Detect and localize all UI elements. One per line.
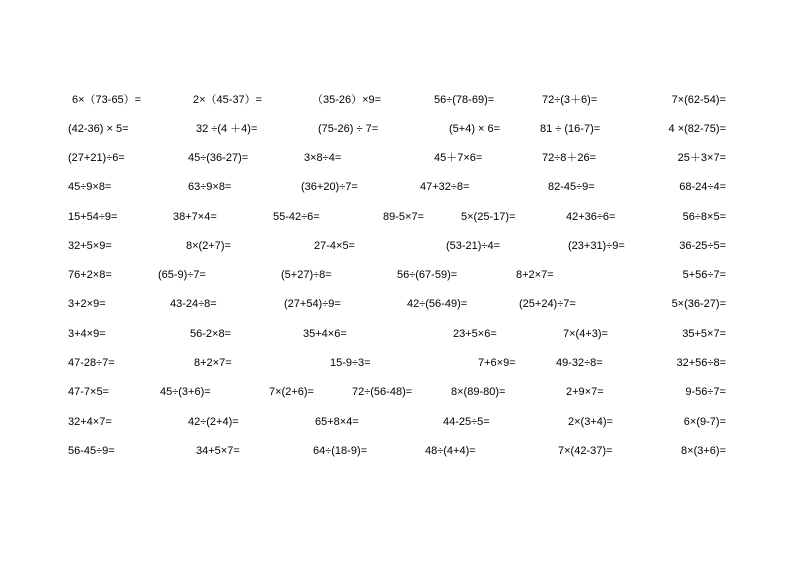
equation-r4-c4: 47+32÷8= <box>420 181 470 193</box>
equation-r2-c3: (75-26) ÷ 7= <box>318 123 379 135</box>
equation-r8-c1: 3+2×9= <box>68 298 106 310</box>
equation-r1-c4: 56÷(78-69)= <box>434 94 495 106</box>
equation-r3-c2: 45÷(36-27)= <box>188 152 249 164</box>
equation-r7-c5: 8+2×7= <box>516 269 554 281</box>
equation-r9-c2: 56-2×8= <box>190 328 231 340</box>
equation-r12-c3: 65+8×4= <box>315 416 359 428</box>
equation-r4-c5: 82-45÷9= <box>548 181 595 193</box>
equation-r13-c6: 8×(3+6)= <box>681 445 726 457</box>
equation-r10-c5: 49-32÷8= <box>556 357 603 369</box>
equation-r9-c6: 35+5×7= <box>682 328 726 340</box>
equation-r5-c5: 5×(25-17)= <box>461 211 516 223</box>
equation-r5-c7: 56÷8×5= <box>682 211 726 223</box>
equation-r9-c1: 3+4×9= <box>68 328 106 340</box>
equation-r10-c1: 47-28÷7= <box>68 357 115 369</box>
equation-r7-c3: (5+27)÷8= <box>281 269 332 281</box>
equation-r5-c2: 38+7×4= <box>173 211 217 223</box>
equation-r7-c6: 5+56÷7= <box>682 269 726 281</box>
equation-r7-c4: 56÷(67-59)= <box>397 269 458 281</box>
equation-r12-c4: 44-25÷5= <box>443 416 490 428</box>
equation-r4-c2: 63÷9×8= <box>188 181 232 193</box>
equation-r6-c6: 36-25÷5= <box>679 240 726 252</box>
equation-r1-c2: 2×（45-37）= <box>193 94 263 106</box>
equation-r8-c4: 42÷(56-49)= <box>407 298 468 310</box>
equation-r5-c3: 55-42÷6= <box>273 211 320 223</box>
equation-r13-c5: 7×(42-37)= <box>558 445 613 457</box>
equation-r2-c2: 32 ÷(4 ＋4)= <box>196 123 258 135</box>
equation-r4-c3: (36+20)÷7= <box>301 181 358 193</box>
equation-r1-c5: 72÷(3＋6)= <box>542 94 598 106</box>
equation-r3-c6: 25＋3×7= <box>677 152 726 164</box>
equation-r10-c4: 7+6×9= <box>478 357 516 369</box>
equation-r5-c6: 42+36÷6= <box>566 211 616 223</box>
equation-r12-c2: 42÷(2+4)= <box>188 416 239 428</box>
equation-r8-c2: 43-24÷8= <box>170 298 217 310</box>
equation-r3-c1: (27+21)÷6= <box>68 152 125 164</box>
equation-r4-c6: 68-24÷4= <box>679 181 726 193</box>
equation-r11-c5: 8×(89-80)= <box>451 386 506 398</box>
equation-r13-c1: 56-45÷9= <box>68 445 115 457</box>
equation-r4-c1: 45÷9×8= <box>68 181 112 193</box>
equation-r11-c4: 72÷(56-48)= <box>352 386 413 398</box>
equation-r11-c2: 45÷(3+6)= <box>160 386 211 398</box>
equation-r1-c1: 6×（73-65）= <box>72 94 142 106</box>
equation-r9-c5: 7×(4+3)= <box>563 328 608 340</box>
equation-r11-c6: 2+9×7= <box>566 386 604 398</box>
equation-r3-c3: 3×8÷4= <box>304 152 342 164</box>
equation-r13-c3: 64÷(18-9)= <box>313 445 368 457</box>
equation-r13-c2: 34+5×7= <box>196 445 240 457</box>
equation-r11-c1: 47-7×5= <box>68 386 109 398</box>
equation-r12-c6: 6×(9-7)= <box>683 416 726 428</box>
equation-r12-c1: 32+4×7= <box>68 416 112 428</box>
equation-r10-c6: 32+56÷8= <box>676 357 726 369</box>
equation-r6-c2: 8×(2+7)= <box>186 240 231 252</box>
equation-r10-c3: 15-9÷3= <box>330 357 371 369</box>
equation-r7-c1: 76+2×8= <box>68 269 112 281</box>
equation-r13-c4: 48÷(4+4)= <box>425 445 476 457</box>
equation-r7-c2: (65-9)÷7= <box>158 269 206 281</box>
equation-r5-c4: 89-5×7= <box>383 211 424 223</box>
equation-r5-c1: 15+54÷9= <box>68 211 118 223</box>
equation-r9-c4: 23+5×6= <box>453 328 497 340</box>
equation-r3-c5: 72÷8＋26= <box>542 152 597 164</box>
equation-r8-c3: (27+54)÷9= <box>284 298 341 310</box>
equation-r11-c3: 7×(2+6)= <box>269 386 314 398</box>
equation-r6-c4: (53-21)÷4= <box>446 240 501 252</box>
equation-r11-c7: 9-56÷7= <box>685 386 726 398</box>
equation-r2-c5: 81 ÷ (16-7)= <box>540 123 601 135</box>
equation-r9-c3: 35+4×6= <box>303 328 347 340</box>
equation-r1-c6: 7×(62-54)= <box>671 94 726 106</box>
equation-r8-c6: 5×(36-27)= <box>671 298 726 310</box>
equation-r2-c4: (5+4) × 6= <box>449 123 501 135</box>
equation-r2-c1: (42-36) × 5= <box>68 123 129 135</box>
equation-r8-c5: (25+24)÷7= <box>519 298 576 310</box>
equation-r6-c3: 27-4×5= <box>314 240 355 252</box>
equation-r10-c2: 8+2×7= <box>194 357 232 369</box>
equation-r2-c6: 4 ×(82-75)= <box>668 123 726 135</box>
equation-r6-c1: 32+5×9= <box>68 240 112 252</box>
equation-r1-c3: （35-26）×9= <box>312 94 382 106</box>
equation-r3-c4: 45＋7×6= <box>434 152 483 164</box>
equation-r12-c5: 2×(3+4)= <box>568 416 613 428</box>
equation-r6-c5: (23+31)÷9= <box>568 240 625 252</box>
